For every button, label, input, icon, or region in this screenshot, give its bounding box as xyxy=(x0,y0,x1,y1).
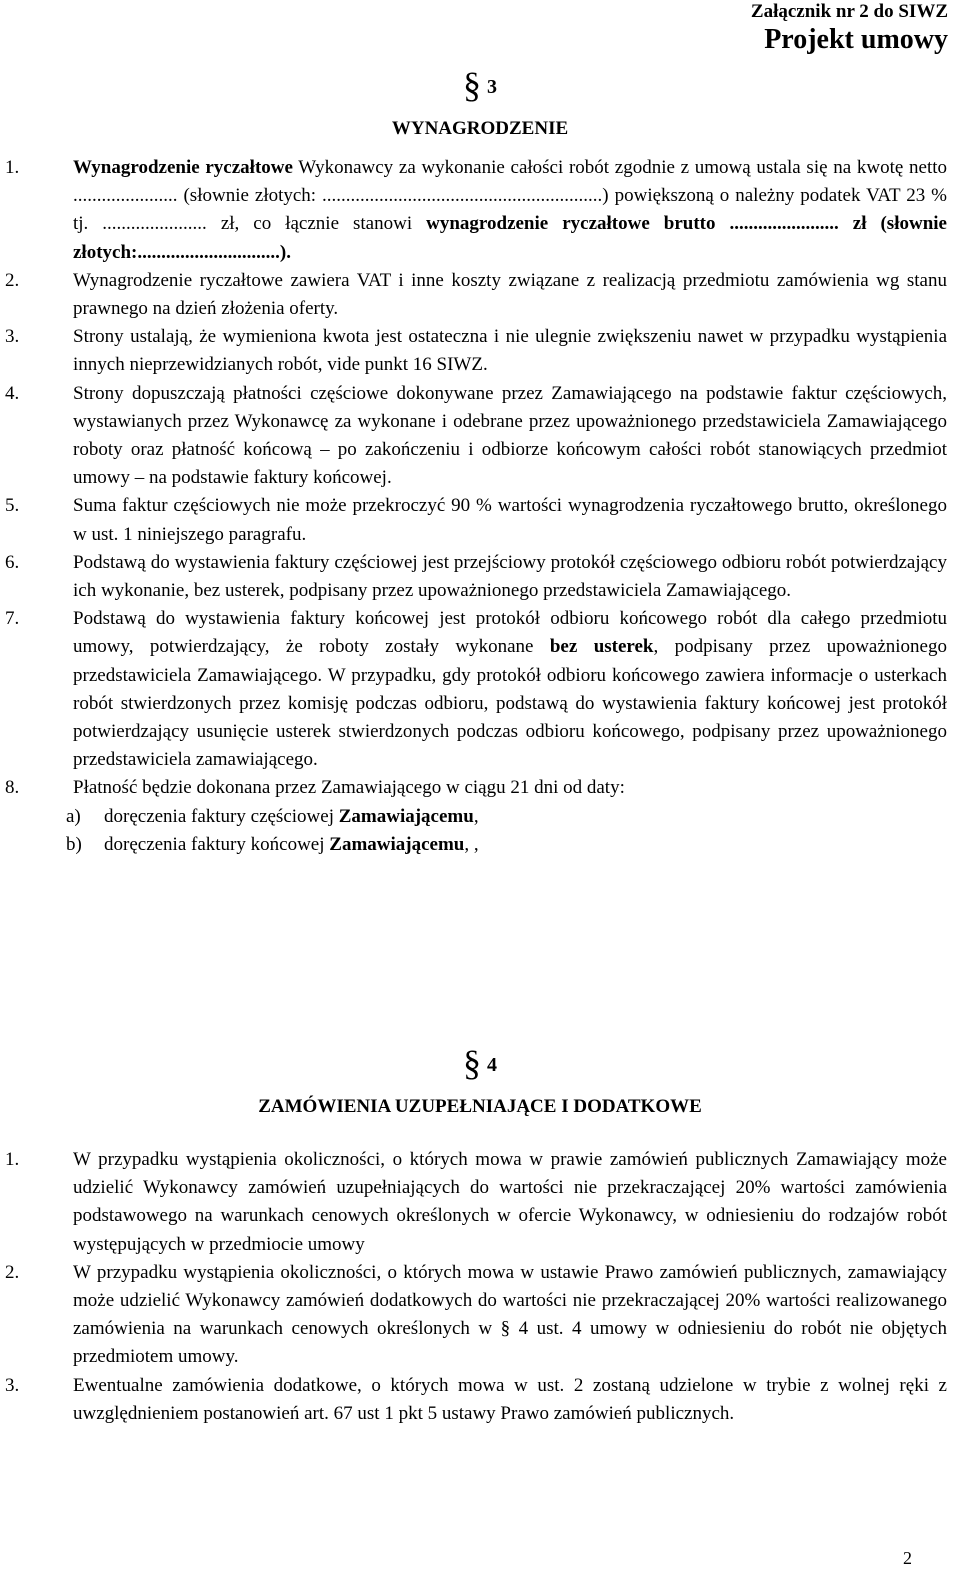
item-text: Strony dopuszczają płatności częściowe dokonywane przez Zamawiającego na podstawie faktur częściowych, wystawianych przez Wykonawcę za wykonane i odebrane przez upoważnionego przedstawiciela Zamawiającego roboty oraz płatność końcową – po zakończeniu i odbiorze końcowym całości robót stanowiących przedmiot umowy – na podstawie faktury końcowej. xyxy=(73,382,947,489)
item-number: 2. xyxy=(5,1261,20,1283)
section-sign-icon: § xyxy=(463,1043,481,1083)
item-text: W przypadku wystąpienia okoliczności, o których mowa w ustawie Prawo zamówień publicznych, zamawiający może udzielić Wykonawcy zamówień dodatkowych do wartości nie przekraczającej 20% wartości realizowanego zamówienia na warunkach cenowych określonych w § 4 ust. 4 umowy w odniesieniu do robót nie objętych przedmiotem umowy. xyxy=(73,1261,947,1368)
item-number: 1. xyxy=(5,157,20,178)
item-bold-text: wynagrodzenie ryczałtowe brutto ....................... zł (słownie złotych:..............................). xyxy=(73,213,947,263)
item-text: Suma faktur częściowych nie może przekroczyć 90 % wartości wynagrodzenia ryczałtowego brutto, określonego w ust. 1 niniejszego paragrafu. xyxy=(73,495,947,545)
section-4-number: 4 xyxy=(487,1054,497,1076)
item-number: 2. xyxy=(5,269,20,291)
item-bold-text: bez usterek xyxy=(549,636,654,658)
subitem-bold-text: Zamawiającemu xyxy=(329,833,465,855)
section-4-item-1 xyxy=(0,1146,960,1259)
section-3-item-8-b xyxy=(66,831,960,859)
section-3-item-5 xyxy=(0,492,960,548)
item-number: 7. xyxy=(5,608,20,630)
section-3-item-6 xyxy=(0,549,960,605)
subitem-text: doręczenia faktury końcowej xyxy=(104,833,330,855)
item-number: 4. xyxy=(5,382,20,404)
section-3-number: 3 xyxy=(487,76,497,98)
section-3-item-7 xyxy=(0,605,960,774)
item-number: 3. xyxy=(5,1374,20,1396)
section-3-heading xyxy=(0,65,960,105)
section-4-item-2 xyxy=(0,1259,960,1372)
item-number: 3. xyxy=(5,326,20,348)
subitem-text: , xyxy=(473,805,479,827)
section-3-title: WYNAGRODZENIE xyxy=(391,118,569,139)
section-3-list xyxy=(0,154,960,859)
item-number: 8. xyxy=(5,777,20,799)
item-bold-text: Wynagrodzenie ryczałtowe xyxy=(73,157,293,178)
item-text: Podstawą do wystawienia faktury końcowej jest protokół odbioru końcowego robót dla całego przedmiotu umowy, potwierdzający, że roboty zostały wykonane xyxy=(73,608,947,658)
subitem-text: doręczenia faktury częściowej xyxy=(104,805,339,827)
subitem-letter: a) xyxy=(66,805,81,827)
section-4-item-3 xyxy=(0,1372,960,1428)
item-number: 1. xyxy=(5,1149,20,1170)
page-number: 2 xyxy=(903,1548,912,1568)
attachment-label: Załącznik nr 2 do SIWZ xyxy=(750,1,948,22)
section-4-list xyxy=(0,1146,960,1428)
item-number: 5. xyxy=(5,495,20,517)
section-3-item-3 xyxy=(0,323,960,379)
document-title: Projekt umowy xyxy=(764,24,948,55)
item-text: Wynagrodzenie ryczałtowe zawiera VAT i inne koszty związane z realizacją przedmiotu zamówienia wg stanu prawnego na dzień złożenia oferty. xyxy=(73,269,947,320)
item-text: Płatność będzie dokonana przez Zamawiającego w ciągu 21 dni od daty: xyxy=(73,777,625,799)
section-3-item-8 xyxy=(0,774,960,802)
subitem-text: , , xyxy=(464,833,479,855)
item-text: Wykonawcy za wykonanie całości robót zgodnie z umową ustala się na kwotę netto ...................... (słownie złotych: ...........................................................) powiększoną o należny podatek VAT 23 % tj. ...................... zł, co łącznie stanowi xyxy=(73,157,947,235)
item-number: 6. xyxy=(5,551,20,573)
subitem-letter: b) xyxy=(66,833,82,855)
item-text: Podstawą do wystawienia faktury częściowej jest przejściowy protokół częściowego odbioru robót potwierdzający ich wykonanie, bez usterek, podpisany przez upoważnionego przedstawiciela Zamawiającego. xyxy=(73,551,947,602)
section-sign-icon: § xyxy=(463,65,481,105)
item-text: Strony ustalają, że wymieniona kwota jest ostateczna i nie ulegnie zwiększeniu nawet w przypadku wystąpienia innych nieprzewidzianych robót, vide punkt 16 SIWZ. xyxy=(73,326,947,376)
section-4-heading xyxy=(0,1043,960,1083)
section-3-item-4 xyxy=(0,380,960,493)
section-4-title: ZAMÓWIENIA UZUPEŁNIAJĄCE I DODATKOWE xyxy=(258,1096,702,1117)
item-text: , podpisany przez upoważnionego przedstawiciela Zamawiającego. W przypadku, gdy protokół odbioru końcowego zawiera informacje o usterkach robót stwierdzonych przez komisję podczas odbioru, podstawą do wystawienia faktury końcowej jest protokół potwierdzający usunięcie usterek stwierdzonych podczas odbioru końcowego, podpisany przez upoważnionego przedstawiciela zamawiającego. xyxy=(73,636,947,771)
item-text: Ewentualne zamówienia dodatkowe, o których mowa w ust. 2 zostaną udzielone w trybie z wolnej ręki z uwzględnieniem postanowień art. 67 ust 1 pkt 5 ustawy Prawo zamówień publicznych. xyxy=(73,1374,947,1424)
section-3-item-1 xyxy=(0,154,960,267)
section-3-item-8-a xyxy=(66,803,960,831)
subitem-bold-text: Zamawiającemu xyxy=(338,805,474,827)
section-3-item-2 xyxy=(0,267,960,323)
item-text: W przypadku wystąpienia okoliczności, o których mowa w prawie zamówień publicznych Zamawiający może udzielić Wykonawcy zamówień uzupełniających do wartości nie przekraczającej 20% wartości zamówienia podstawowego na warunkach cenowych określonych w ofercie Wykonawcy, w odniesieniu do rodzajów robót występujących w przedmiocie umowy xyxy=(73,1149,947,1255)
